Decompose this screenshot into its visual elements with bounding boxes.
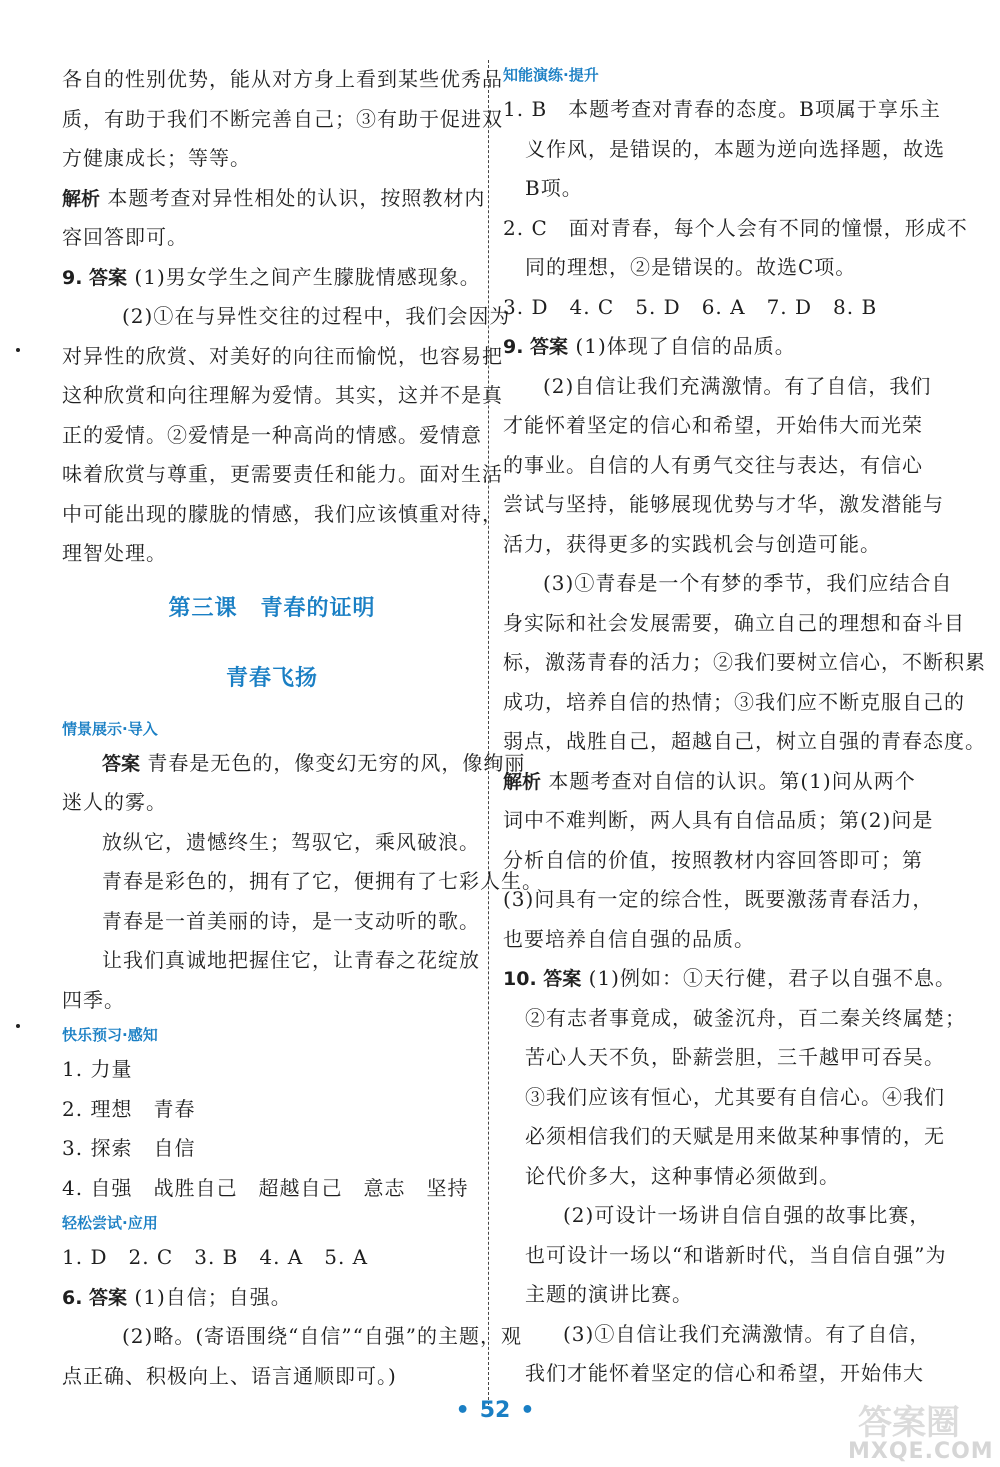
text-line xyxy=(62,179,486,219)
line-text: 义作风，是错误的，本题为逆向选择题，故选 xyxy=(525,136,945,161)
text-line xyxy=(503,1315,931,1355)
text-line xyxy=(62,1050,482,1090)
text-line xyxy=(503,367,932,407)
text-line xyxy=(503,722,986,762)
line-text: (1)例如：①天行健，君子以自强不息。 xyxy=(581,966,956,990)
text-line xyxy=(503,525,923,565)
text-line xyxy=(62,100,503,140)
line-text: 味着欣赏与尊重，更需要责任和能力。面对生活 xyxy=(62,462,503,486)
line-text: 同的理想，②是错误的。故选C项。 xyxy=(525,255,857,279)
line-text: 分析自信的价值，按照教材内容回答即可；第 xyxy=(503,847,923,872)
line-text: 必须相信我们的天赋是用来做某种事情的，无 xyxy=(525,1124,945,1148)
line-text: (1)体现了自信的品质。 xyxy=(568,334,796,358)
line-text: 苦心人天不负，卧薪尝胆，三千越甲可吞吴。 xyxy=(525,1045,945,1069)
text-line xyxy=(62,60,503,100)
section-heading: 快乐预习·感知 xyxy=(62,1026,158,1044)
line-text: 3. 探索 自信 xyxy=(62,1136,196,1160)
text-line xyxy=(503,1275,923,1315)
line-text: 词中不难判断，两人具有自信品质；第(2)问是 xyxy=(503,808,934,832)
answer-label: 9. 答案 xyxy=(503,336,569,358)
text-line xyxy=(62,1238,482,1278)
line-text: 迷人的雾。 xyxy=(62,790,167,814)
text-line xyxy=(62,823,482,863)
line-text: 3. D 4. C 5. D 6. A 7. D 8. B xyxy=(503,294,878,319)
text-line xyxy=(62,376,503,416)
line-text: 质，有助于我们不断完善自己；③有助于促进双 xyxy=(62,106,503,131)
line-text: 成功，培养自信的热情；③我们应不断克服自己的 xyxy=(503,689,965,714)
line-text: 的事业。自信的人有勇气交往与表达，有信心 xyxy=(503,452,923,477)
line-text: 4. 自强 战胜自己 超越自己 意志 坚持 xyxy=(62,1175,469,1200)
line-text: 青春是无色的，像变幻无穷的风，像绚丽 xyxy=(140,750,526,775)
text-line xyxy=(503,406,923,446)
line-text: ③我们应该有恒心，尤其要有自信心。④我们 xyxy=(525,1084,945,1109)
line-text: 活力，获得更多的实践机会与创造可能。 xyxy=(503,531,881,556)
text-line xyxy=(503,880,934,920)
line-text: (1)自信；自强。 xyxy=(127,1284,292,1309)
line-text: 本题考查对自信的认识。第(1)问从两个 xyxy=(541,768,916,793)
line-text: 我们才能怀着坚定的信心和希望，开始伟大 xyxy=(525,1361,924,1385)
line-text: 1. B 本题考查对青春的态度。B项属于享乐主 xyxy=(503,97,941,121)
line-text: 1. 力量 xyxy=(62,1057,133,1081)
text-line xyxy=(503,604,965,644)
text-line xyxy=(62,455,503,495)
line-text: 青春是一首美丽的诗，是一支动听的歌。 xyxy=(102,908,480,933)
text-line xyxy=(62,534,482,574)
text-line xyxy=(503,920,923,960)
text-line xyxy=(62,1357,482,1397)
bullet-dot: • xyxy=(520,1398,535,1423)
text-line xyxy=(503,446,923,486)
text-line xyxy=(503,1157,923,1197)
watermark xyxy=(840,1395,995,1465)
text-line xyxy=(62,258,482,298)
page-number-text: 52 xyxy=(479,1398,511,1423)
line-text: 主题的演讲比赛。 xyxy=(525,1282,693,1306)
text-line xyxy=(62,1169,482,1209)
line-text: 这种欣赏和向往理解为爱情。其实，这并不是真 xyxy=(62,383,503,407)
text-line xyxy=(62,337,503,377)
line-text: 正的爱情。②爱情是一种高尚的情感。爱情意 xyxy=(62,422,482,447)
line-text: ②有志者事竟成，破釜沉舟，百二秦关终属楚； xyxy=(525,1005,966,1030)
text-line xyxy=(503,564,953,604)
text-line xyxy=(503,169,923,209)
text-line xyxy=(62,1317,523,1357)
text-line xyxy=(62,1129,482,1169)
text-line xyxy=(62,1090,482,1130)
text-line xyxy=(503,841,923,881)
text-line xyxy=(503,288,923,328)
text-line xyxy=(62,902,482,942)
section-heading: 轻松尝试·应用 xyxy=(62,1214,158,1232)
text-line xyxy=(62,783,482,823)
text-line xyxy=(62,218,482,258)
line-text: 对异性的欣赏、对美好的向往而愉悦，也容易把 xyxy=(62,343,503,368)
line-text: 理智处理。 xyxy=(62,541,167,565)
watermark-logo: 答案圈 xyxy=(858,1403,960,1443)
line-text: 中可能出现的朦胧的情感，我们应该慎重对待， xyxy=(62,501,503,526)
line-text: 也要培养自信自强的品质。 xyxy=(503,926,755,951)
text-line xyxy=(503,643,986,683)
line-text: (3)问具有一定的综合性，既要激荡青春活力， xyxy=(503,887,934,911)
text-line xyxy=(503,248,923,288)
right-column xyxy=(503,60,986,1394)
text-line xyxy=(503,1038,945,1078)
line-text: 才能怀着坚定的信心和希望，开始伟大而光荣 xyxy=(503,413,923,437)
line-text: (2)自信让我们充满激情。有了自信，我们 xyxy=(543,373,932,398)
scan-speck xyxy=(16,1024,20,1028)
line-text: 让我们真诚地把握住它，让青春之花绽放 xyxy=(102,948,480,972)
text-line xyxy=(62,495,503,535)
text-line xyxy=(62,941,482,981)
bullet-dot: • xyxy=(455,1398,470,1423)
text-line xyxy=(503,485,944,525)
text-line xyxy=(503,327,923,367)
text-line xyxy=(503,1078,945,1118)
text-line xyxy=(62,744,526,784)
text-line xyxy=(62,416,482,456)
line-text: 四季。 xyxy=(62,987,125,1012)
text-line xyxy=(503,1196,931,1236)
answer-label: 解析 xyxy=(62,187,101,210)
line-text: 尝试与坚持，能够展现优势与才华，激发潜能与 xyxy=(503,492,944,516)
answer-label: 6. 答案 xyxy=(62,1286,128,1309)
text-line xyxy=(62,297,511,337)
line-text: 容回答即可。 xyxy=(62,225,188,249)
text-line xyxy=(62,139,482,179)
line-text: (1)男女学生之间产生朦胧情感现象。 xyxy=(127,264,481,289)
line-text: B项。 xyxy=(525,176,583,200)
answer-label: 解析 xyxy=(503,770,542,793)
text-line xyxy=(62,981,482,1021)
line-text: 1. D 2. C 3. B 4. A 5. A xyxy=(62,1245,369,1269)
text-line xyxy=(503,959,956,999)
text-line xyxy=(503,90,941,130)
line-text: 方健康成长；等等。 xyxy=(62,146,251,170)
line-text: 各自的性别优势，能从对方身上看到某些优秀品 xyxy=(62,67,503,91)
text-line xyxy=(503,762,923,802)
line-text: 也可设计一场以“和谐新时代，当自信自强”为 xyxy=(525,1242,947,1267)
section-heading: 情景展示·导入 xyxy=(62,719,158,738)
line-text: 本题考查对异性相处的认识，按照教材内 xyxy=(100,185,486,210)
line-text: 青春是彩色的，拥有了它，便拥有了七彩人生。 xyxy=(102,869,543,893)
text-line xyxy=(503,801,934,841)
line-text: 弱点，战胜自己，超越自己，树立自强的青春态度。 xyxy=(503,729,986,753)
line-text: 放纵它，遗憾终生；驾驭它，乘风破浪。 xyxy=(102,829,480,854)
section-title: 第三课 青春的证明 xyxy=(168,595,376,621)
section-title: 青春飞扬 xyxy=(225,665,318,691)
text-line xyxy=(503,1236,947,1276)
scan-speck xyxy=(16,348,20,352)
answer-label: 9. 答案 xyxy=(62,266,128,289)
line-text: (2)可设计一场讲自信自强的故事比赛， xyxy=(563,1203,931,1227)
watermark-text: MXQE.COM xyxy=(848,1439,994,1464)
line-text: 标，激荡青春的活力；②我们要树立信心，不断积累 xyxy=(503,650,986,674)
line-text: 身实际和社会发展需要，确立自己的理想和奋斗目 xyxy=(503,610,965,635)
line-text: 点正确、积极向上、语言通顺即可。) xyxy=(62,1363,397,1388)
text-line xyxy=(503,1117,945,1157)
line-text: 2. 理想 青春 xyxy=(62,1096,196,1121)
line-text: 2. C 面对青春，每个人会有不同的憧憬，形成不 xyxy=(503,215,968,240)
line-text: 论代价多大，这种事情必须做到。 xyxy=(525,1163,840,1188)
line-text: (3)①青春是一个有梦的季节，我们应结合自 xyxy=(543,571,953,595)
text-line xyxy=(62,862,543,902)
text-line xyxy=(503,209,968,249)
text-line xyxy=(62,1278,482,1318)
answer-label: 答案 xyxy=(102,752,141,775)
text-line xyxy=(503,683,965,723)
line-text: (2)略。(寄语围绕“自信”“自强”的主题，观 xyxy=(122,1324,523,1348)
answer-label: 10. 答案 xyxy=(503,968,582,990)
column-divider xyxy=(488,60,489,1405)
section-heading: 知能演练·提升 xyxy=(503,66,599,84)
text-line xyxy=(503,999,966,1039)
text-line xyxy=(503,130,945,170)
line-text: (2)①在与异性交往的过程中，我们会因为 xyxy=(122,304,511,328)
text-line xyxy=(503,1354,923,1394)
line-text: (3)①自信让我们充满激情。有了自信， xyxy=(563,1321,931,1346)
